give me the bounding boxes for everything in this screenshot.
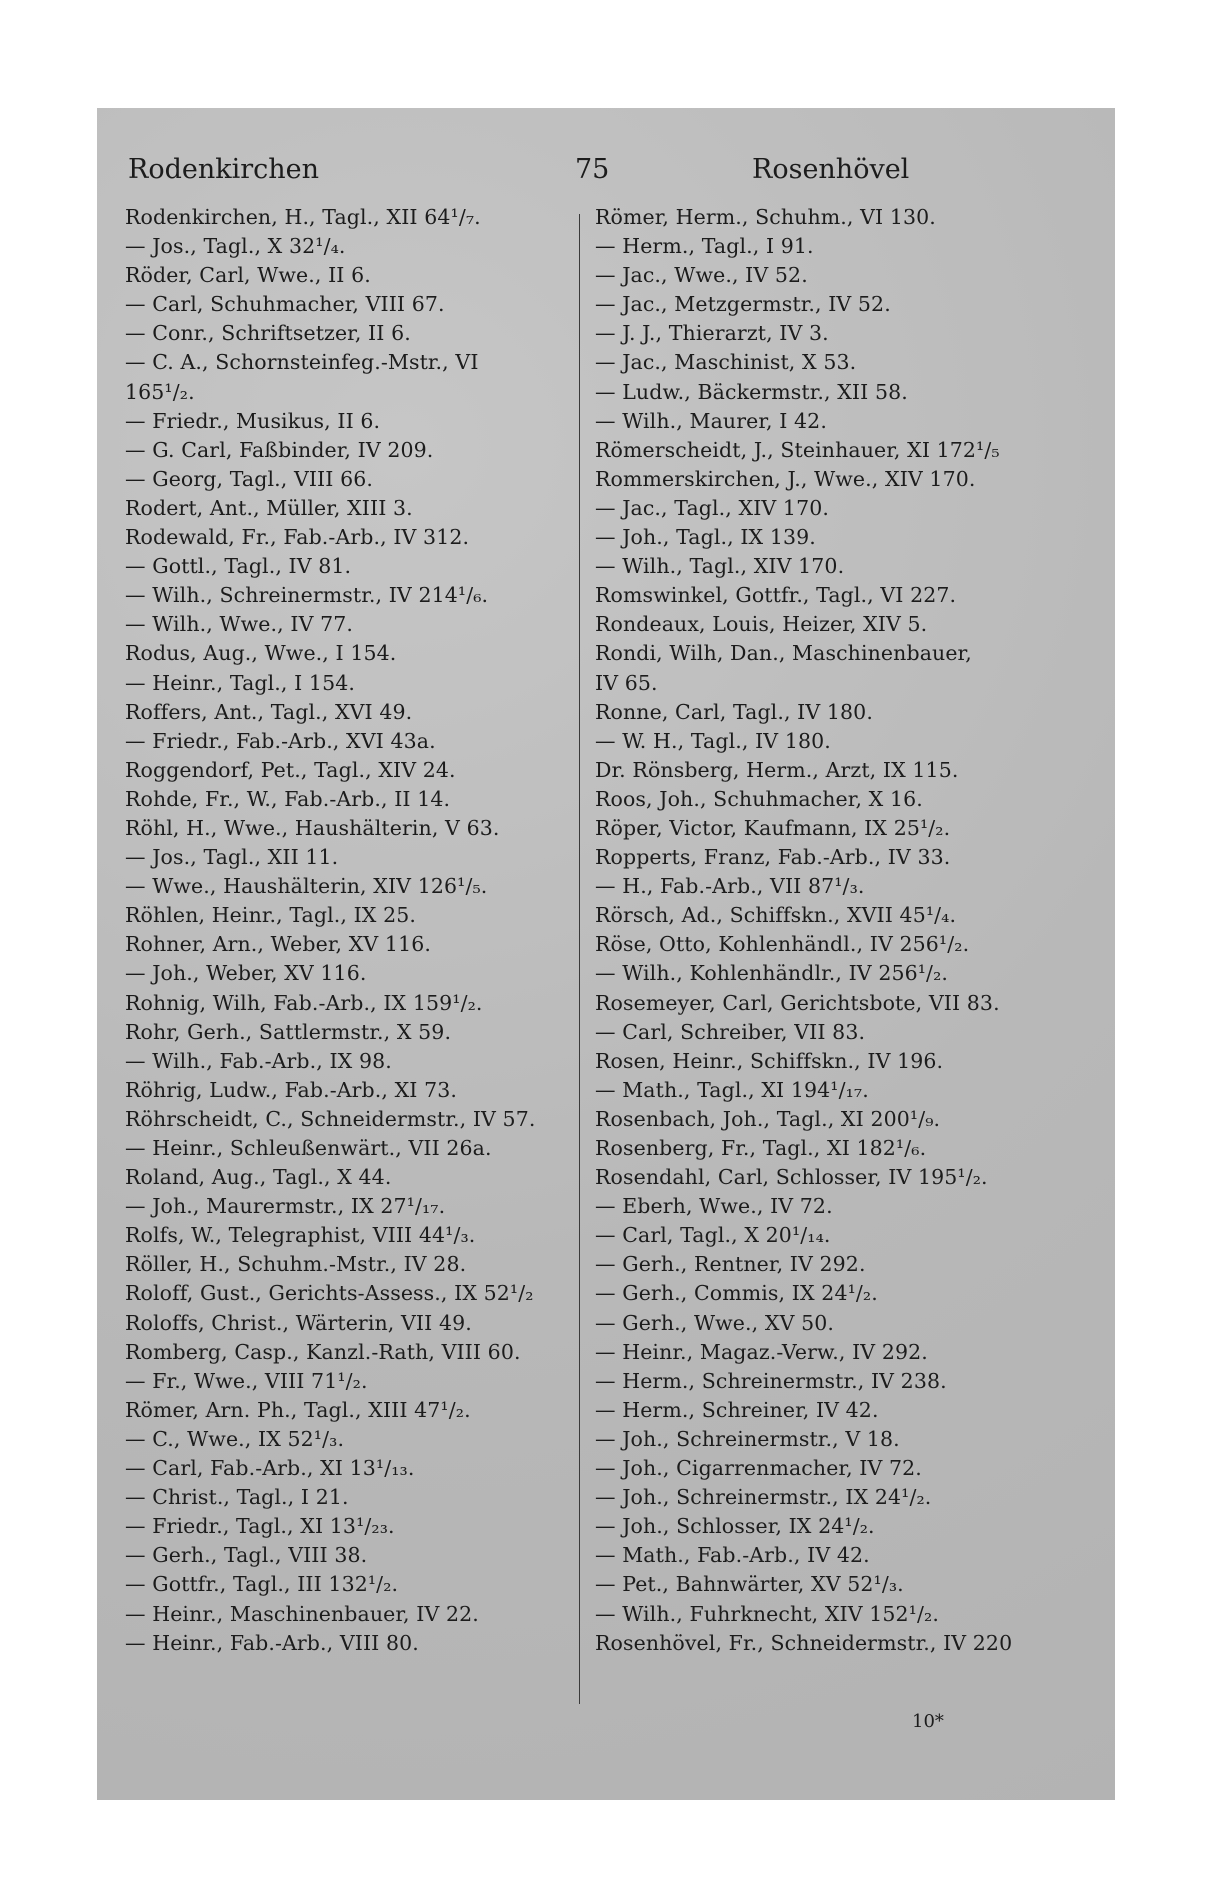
directory-entry: — Math., Fab.-Arb., IV 42. [595, 1543, 870, 1568]
directory-entry: Roffers, Ant., Tagl., XVI 49. [125, 699, 413, 724]
directory-entry: — W. H., Tagl., IV 180. [595, 728, 831, 753]
directory-entry: — Heinr., Fab.-Arb., VIII 80. [125, 1630, 419, 1655]
directory-entry: — Wilh., Fab.-Arb., IX 98. [125, 1048, 392, 1073]
directory-entry: — Heinr., Magaz.-Verw., IV 292. [595, 1339, 928, 1364]
directory-entry: — Carl, Tagl., X 20¹/₁₄. [595, 1223, 831, 1248]
directory-entry: — Georg, Tagl., VIII 66. [125, 466, 373, 491]
directory-entry: — Christ., Tagl., I 21. [125, 1485, 349, 1510]
directory-entry: — Ludw., Bäckermstr., XII 58. [595, 379, 908, 404]
directory-entry: Rodenkirchen, H., Tagl., XII 64¹/₇. [125, 205, 481, 229]
directory-entry: Rohde, Fr., W., Fab.-Arb., II 14. [125, 786, 451, 811]
directory-entry: — Conr., Schriftsetzer, II 6. [125, 321, 411, 346]
directory-entry: Romswinkel, Gottfr., Tagl., VI 227. [595, 583, 957, 608]
directory-entry: — Gerh., Rentner, IV 292. [595, 1252, 866, 1277]
directory-entry: Röhrscheidt, C., Schneidermstr., IV 57. [125, 1106, 536, 1131]
directory-entry: — J. J., Thierarzt, IV 3. [595, 321, 829, 346]
directory-entry: — Heinr., Schleußenwärt., VII 26a. [125, 1136, 492, 1160]
directory-entry: Rosenbach, Joh., Tagl., XI 200¹/₉. [595, 1106, 941, 1131]
directory-entry: — Herm., Tagl., I 91. [595, 234, 814, 259]
directory-entry: Röper, Victor, Kaufmann, IX 25¹/₂. [595, 815, 951, 840]
directory-entry: — Friedr., Musikus, II 6. [125, 408, 381, 433]
directory-entry: — C., Wwe., IX 52¹/₃. [125, 1426, 345, 1451]
directory-entry: — Jac., Maschinist, X 53. [595, 350, 857, 375]
directory-entry: — G. Carl, Faßbinder, IV 209. [125, 437, 434, 462]
directory-entry: — Joh., Schreinermstr., V 18. [595, 1426, 900, 1451]
column-divider [579, 214, 580, 1704]
directory-entry: — Joh., Cigarrenmacher, IV 72. [595, 1456, 922, 1481]
page-number: 75 [575, 154, 610, 185]
directory-entry: Roloffs, Christ., Wärterin, VII 49. [125, 1310, 472, 1335]
left-column [125, 203, 570, 1658]
directory-entry: Rosenberg, Fr., Tagl., XI 182¹/₆. [595, 1136, 927, 1160]
directory-entry: — Carl, Schuhmacher, VIII 67. [125, 292, 445, 317]
directory-entry: — Joh., Tagl., IX 139. [595, 525, 816, 550]
running-head-right: Rosenhövel [752, 154, 910, 185]
directory-entry: — Heinr., Tagl., I 154. [125, 670, 355, 695]
directory-entry: Rörsch, Ad., Schiffskn., XVII 45¹/₄. [595, 903, 957, 928]
running-head-left: Rodenkirchen [128, 154, 320, 185]
directory-entry: Rohner, Arn., Weber, XV 116. [125, 932, 431, 957]
directory-entry: Röder, Carl, Wwe., II 6. [125, 263, 371, 288]
directory-entry: Röse, Otto, Kohlenhändl., IV 256¹/₂. [595, 932, 970, 957]
directory-entry: — Gottfr., Tagl., III 132¹/₂. [125, 1572, 399, 1597]
directory-entry: Röhrig, Ludw., Fab.-Arb., XI 73. [125, 1077, 458, 1102]
directory-entry: — Joh., Schlosser, IX 24¹/₂. [595, 1514, 875, 1539]
directory-entry: — Jac., Metzgermstr., IV 52. [595, 292, 891, 317]
directory-entry: Römer, Arn. Ph., Tagl., XIII 47¹/₂. [125, 1397, 471, 1422]
directory-entry: — Wilh., Schreinermstr., IV 214¹/₆. [125, 583, 489, 608]
directory-entry: — Gottl., Tagl., IV 81. [125, 554, 352, 579]
directory-entry: — Herm., Schreiner, IV 42. [595, 1397, 879, 1422]
directory-entry: Römerscheidt, J., Steinhauer, XI 172¹/₅ [595, 437, 1000, 462]
directory-entry: — Gerh., Commis, IX 24¹/₂. [595, 1281, 878, 1306]
directory-entry: — Wilh., Wwe., IV 77. [125, 612, 354, 637]
directory-entry: — Gerh., Tagl., VIII 38. [125, 1543, 368, 1568]
directory-entry: — Jac., Wwe., IV 52. [595, 263, 808, 288]
directory-entry: — Wwe., Haushälterin, XIV 126¹/₅. [125, 874, 488, 899]
directory-entry: Rommerskirchen, J., Wwe., XIV 170. [595, 466, 976, 491]
directory-entry: Rodert, Ant., Müller, XIII 3. [125, 495, 413, 520]
directory-entry: — Eberh, Wwe., IV 72. [595, 1194, 833, 1219]
directory-entry: — Carl, Schreiber, VII 83. [595, 1019, 866, 1044]
signature-mark: 10* [912, 1711, 944, 1732]
directory-entry: — Herm., Schreinermstr., IV 238. [595, 1368, 947, 1393]
directory-entry: — Pet., Bahnwärter, XV 52¹/₃. [595, 1572, 904, 1597]
directory-entry: Romberg, Casp., Kanzl.-Rath, VIII 60. [125, 1339, 521, 1364]
directory-entry: — Joh., Schreinermstr., IX 24¹/₂. [595, 1485, 932, 1510]
directory-entry: — H., Fab.-Arb., VII 87¹/₃. [595, 874, 865, 899]
directory-entry: — Friedr., Tagl., XI 13¹/₂₃. [125, 1514, 395, 1539]
right-column [595, 203, 1055, 1658]
directory-entry: — Gerh., Wwe., XV 50. [595, 1310, 834, 1335]
directory-entry: Röller, H., Schuhm.-Mstr., IV 28. [125, 1252, 467, 1277]
directory-entry: — Heinr., Maschinenbauer, IV 22. [125, 1601, 479, 1626]
directory-entry: Rohnig, Wilh, Fab.-Arb., IX 159¹/₂. [125, 990, 483, 1015]
directory-entry: Roland, Aug., Tagl., X 44. [125, 1165, 392, 1190]
directory-entry: — Jos., Tagl., X 32¹/₄. [125, 234, 346, 259]
directory-entry: — Math., Tagl., XI 194¹/₁₇. [595, 1077, 869, 1102]
directory-entry: — Carl, Fab.-Arb., XI 13¹/₁₃. [125, 1456, 415, 1481]
directory-entry: Rondeaux, Louis, Heizer, XIV 5. [595, 612, 928, 637]
directory-entry: — Joh., Weber, XV 116. [125, 961, 367, 986]
directory-entry: IV 65. [595, 670, 658, 695]
directory-entry: Rodewald, Fr., Fab.-Arb., IV 312. [125, 525, 470, 550]
directory-entry: Dr. Rönsberg, Herm., Arzt, IX 115. [595, 757, 959, 782]
directory-entry: — Joh., Maurermstr., IX 27¹/₁₇. [125, 1194, 446, 1219]
directory-entry: Römer, Herm., Schuhm., VI 130. [595, 205, 936, 229]
directory-entry: Roloff, Gust., Gerichts-Assess., IX 52¹/₂ [125, 1281, 534, 1306]
directory-entry: — C. A., Schornsteinfeg.-Mstr., VI [125, 350, 479, 375]
directory-entry: Rohr, Gerh., Sattlermstr., X 59. [125, 1019, 452, 1044]
directory-entry: Rosendahl, Carl, Schlosser, IV 195¹/₂. [595, 1165, 988, 1190]
page-header [120, 150, 980, 190]
directory-entry: — Wilh., Kohlenhändlr., IV 256¹/₂. [595, 961, 949, 986]
directory-entry: Röhlen, Heinr., Tagl., IX 25. [125, 903, 417, 928]
directory-entry: Ronne, Carl, Tagl., IV 180. [595, 699, 873, 724]
directory-entry: — Jac., Tagl., XIV 170. [595, 495, 829, 520]
directory-entry: — Wilh., Fuhrknecht, XIV 152¹/₂. [595, 1601, 939, 1626]
directory-entry: Rodus, Aug., Wwe., I 154. [125, 641, 397, 666]
directory-entry: 165¹/₂. [125, 379, 195, 404]
directory-entry: Roos, Joh., Schuhmacher, X 16. [595, 786, 923, 811]
directory-entry: Rosenhövel, Fr., Schneidermstr., IV 220 [595, 1630, 1013, 1655]
directory-entry: — Fr., Wwe., VIII 71¹/₂. [125, 1368, 368, 1393]
directory-entry: Roggendorf, Pet., Tagl., XIV 24. [125, 757, 456, 782]
directory-entry: — Wilh., Tagl., XIV 170. [595, 554, 845, 579]
directory-entry: Rolfs, W., Telegraphist, VIII 44¹/₃. [125, 1223, 476, 1248]
directory-entry: Rosemeyer, Carl, Gerichtsbote, VII 83. [595, 990, 1000, 1015]
directory-entry: Röhl, H., Wwe., Haushälterin, V 63. [125, 815, 500, 840]
directory-entry: — Friedr., Fab.-Arb., XVI 43a. [125, 728, 436, 753]
directory-entry: — Jos., Tagl., XII 11. [125, 845, 339, 870]
directory-entry: Ropperts, Franz, Fab.-Arb., IV 33. [595, 845, 951, 870]
directory-entry: Rondi, Wilh, Dan., Maschinenbauer, [595, 641, 972, 666]
directory-entry: — Wilh., Maurer, I 42. [595, 408, 827, 433]
directory-entry: Rosen, Heinr., Schiffskn., IV 196. [595, 1048, 944, 1073]
